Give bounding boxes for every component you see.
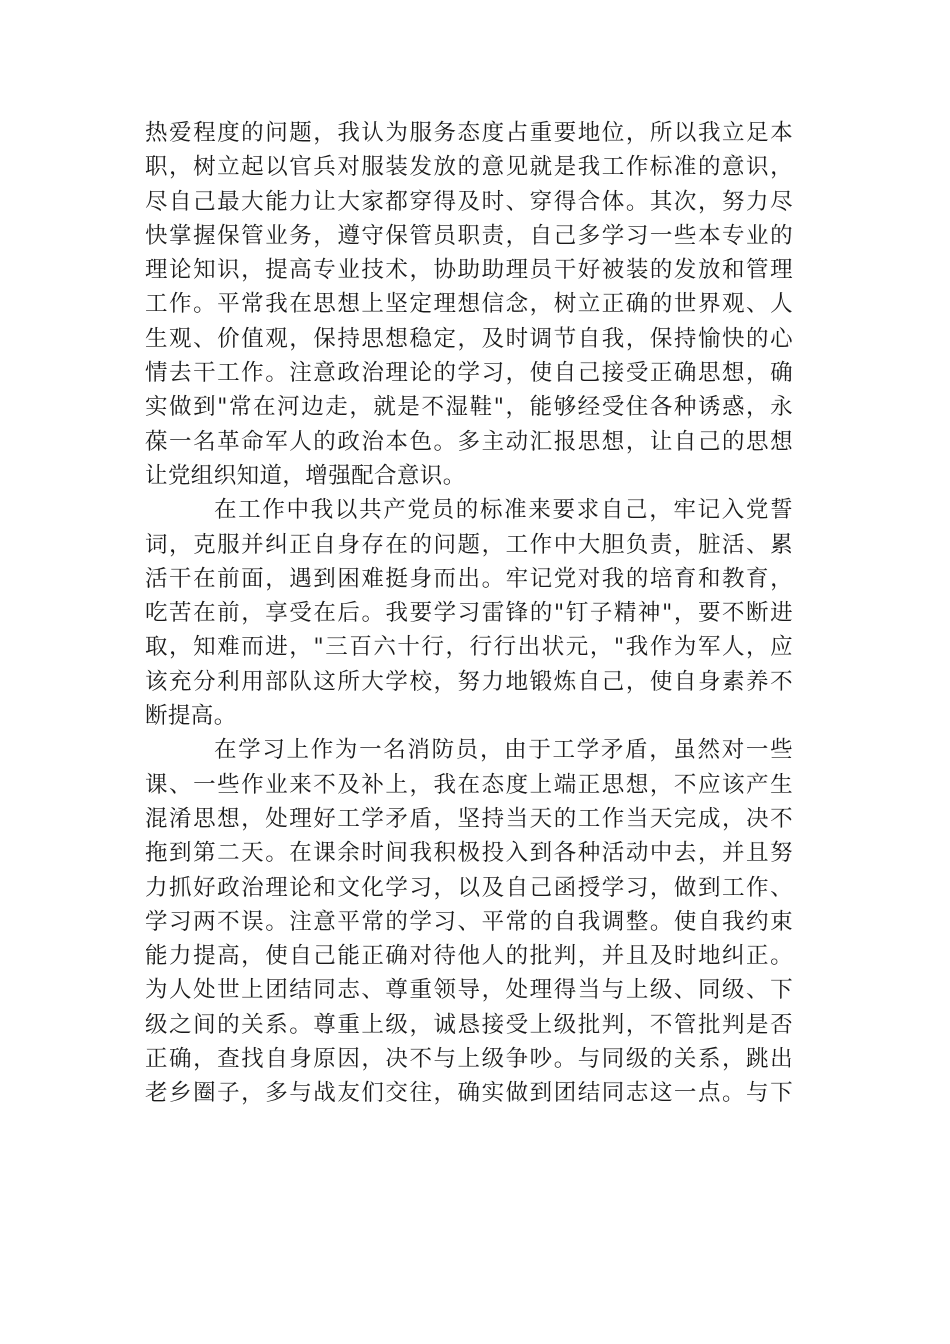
text-line: 力抓好政治理论和文化学习，以及自己函授学习，做到工作、: [145, 874, 793, 901]
text-line: 工作。平常我在思想上坚定理想信念，树立正确的世界观、人: [145, 291, 793, 318]
text-line: 为人处世上团结同志、尊重领导，处理得当与上级、同级、下: [145, 977, 793, 1004]
text-line: 让党组织知道，增强配合意识。: [145, 462, 466, 489]
text-line: 正确，查找自身原因，决不与上级争吵。与同级的关系，跳出: [145, 1046, 793, 1073]
text-line: 老乡圈子，多与战友们交往，确实做到团结同志这一点。与下: [145, 1080, 793, 1107]
text-line: 学习两不误。注意平常的学习、平常的自我调整。使自我约束: [145, 908, 793, 935]
text-line: 词，克服并纠正自身存在的问题，工作中大胆负责，脏活、累: [145, 531, 793, 558]
text-line: 葆一名革命军人的政治本色。多主动汇报思想，让自己的思想: [145, 428, 793, 455]
text-line: 该充分利用部队这所大学校，努力地锻炼自己，使自身素养不: [145, 668, 793, 695]
text-line: 在工作中我以共产党员的标准来要求自己，牢记入党誓: [214, 497, 793, 524]
text-line: 情去干工作。注意政治理论的学习，使自己接受正确思想，确: [145, 360, 793, 387]
text-line: 职，树立起以官兵对服装发放的意见就是我工作标准的意识，: [145, 154, 793, 181]
text-line: 课、一些作业来不及补上，我在态度上端正思想，不应该产生: [145, 771, 793, 798]
paragraph-2: [145, 493, 793, 733]
text-line: 活干在前面，遇到困难挺身而出。牢记党对我的培育和教育，: [145, 565, 793, 592]
text-line: 在学习上作为一名消防员，由于工学矛盾，虽然对一些: [214, 737, 793, 764]
text-line: 理论知识，提高专业技术，协助助理员干好被装的发放和管理: [145, 257, 793, 284]
text-line: 断提高。: [145, 703, 237, 730]
document-body: [145, 116, 793, 1111]
text-line: 快掌握保管业务，遵守保管员职责，自己多学习一些本专业的: [145, 222, 793, 249]
text-line: 混淆思想，处理好工学矛盾，坚持当天的工作当天完成，决不: [145, 805, 793, 832]
text-line: 热爱程度的问题，我认为服务态度占重要地位，所以我立足本: [145, 120, 793, 146]
text-line: 尽自己最大能力让大家都穿得及时、穿得合体。其次，努力尽: [145, 188, 793, 215]
text-line: 吃苦在前，享受在后。我要学习雷锋的"钉子精神"，要不断进: [145, 600, 793, 627]
text-line: 取，知难而进，"三百六十行，行行出状元，"我作为军人，应: [145, 634, 793, 661]
text-line: 实做到"常在河边走，就是不湿鞋"，能够经受住各种诱惑，永: [145, 394, 793, 421]
text-line: 拖到第二天。在课余时间我积极投入到各种活动中去，并且努: [145, 840, 793, 867]
paragraph-3: [145, 733, 793, 1110]
text-line: 级之间的关系。尊重上级，诚恳接受上级批判，不管批判是否: [145, 1011, 793, 1038]
paragraph-1: [145, 116, 793, 493]
text-line: 能力提高，使自己能正确对待他人的批判，并且及时地纠正。: [145, 943, 793, 970]
text-line: 生观、价值观，保持思想稳定，及时调节自我，保持愉快的心: [145, 325, 793, 352]
